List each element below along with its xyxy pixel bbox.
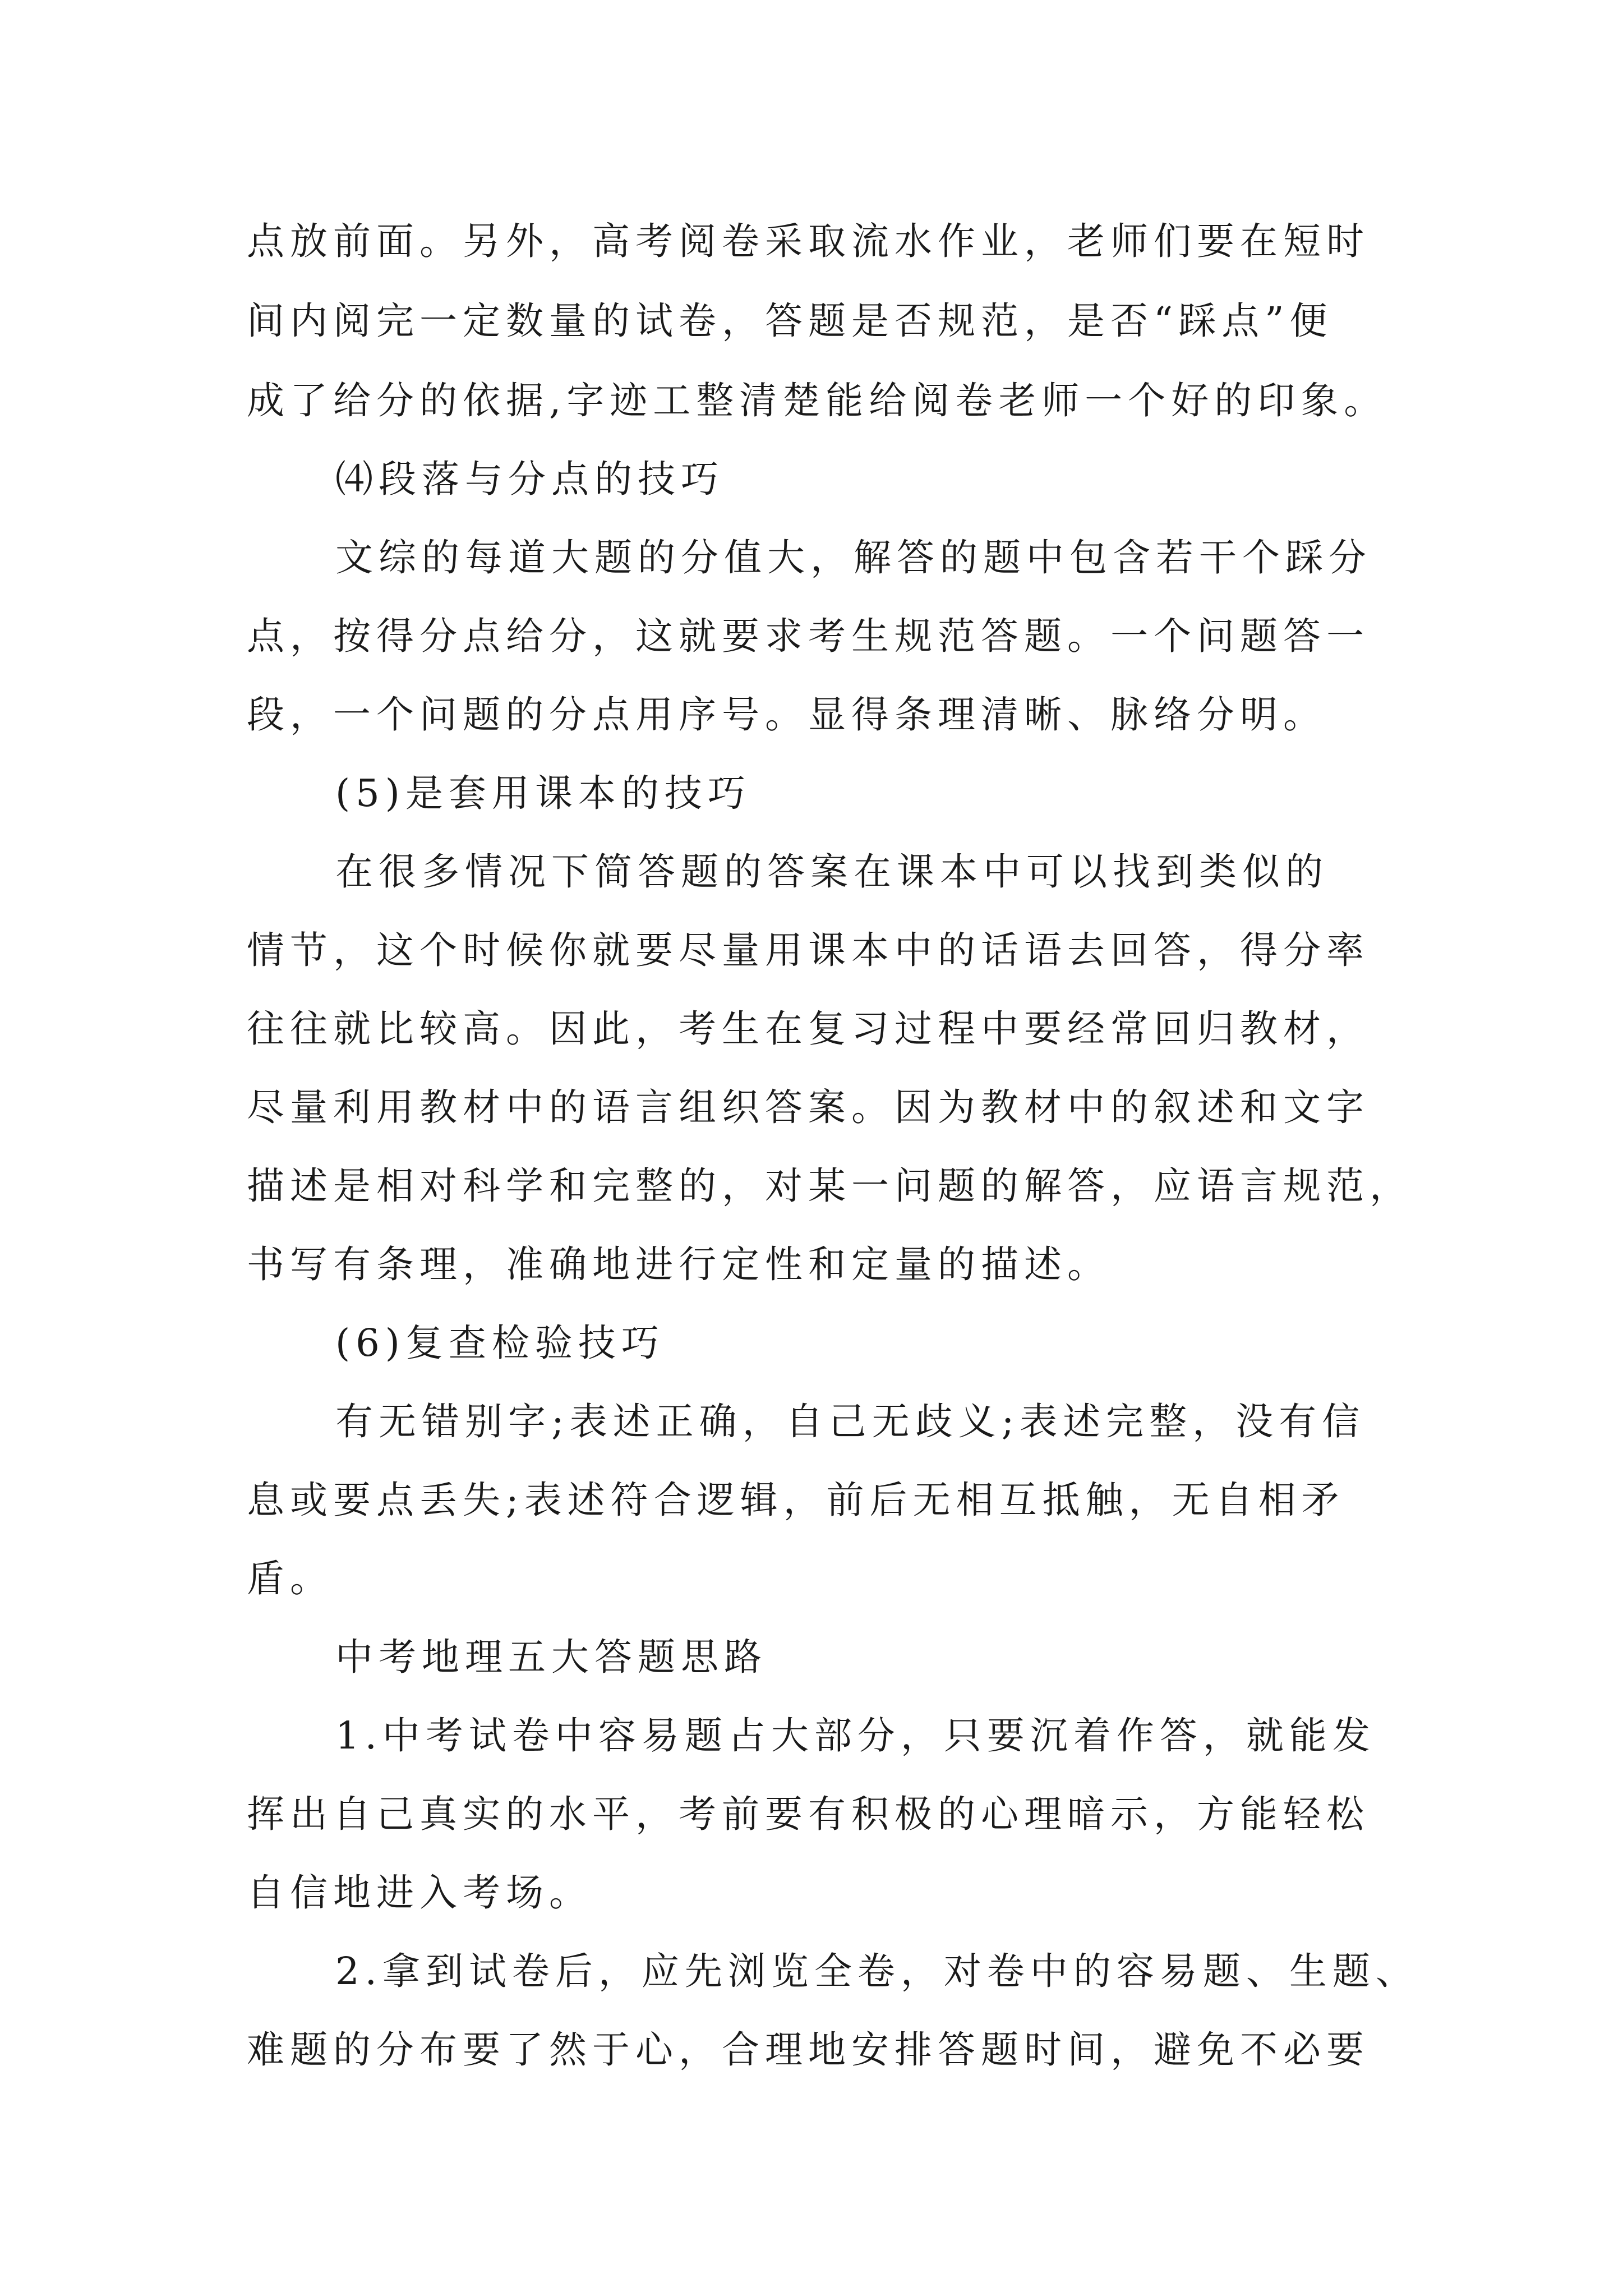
- text-line: 自信地进入考场。: [247, 1871, 592, 1915]
- text-line: 息或要点丢失;表述符合逻辑，前后无相互抵触，无自相矛: [247, 1478, 1345, 1522]
- text-line: 描述是相对科学和完整的，对某一问题的解答，应语言规范，: [247, 1164, 1413, 1208]
- text-line: 2.拿到试卷后，应先浏览全卷，对卷中的容易题、生题、: [335, 1949, 1419, 1993]
- text-line: 在很多情况下简答题的答案在课本中可以找到类似的: [335, 850, 1329, 894]
- text-line: 间内阅完一定数量的试卷，答题是否规范，是否“踩点”便: [247, 299, 1333, 343]
- text-line: 点，按得分点给分，这就要求考生规范答题。一个问题答一: [247, 614, 1370, 658]
- text-line: 难题的分布要了然于心，合理地安排答题时间，避免不必要: [247, 2028, 1370, 2072]
- section-heading: ⑷段落与分点的技巧: [335, 457, 724, 501]
- text-line: 成了给分的依据,字迹工整清楚能给阅卷老师一个好的印象。: [247, 379, 1387, 422]
- text-line: 往往就比较高。因此，考生在复习过程中要经常回归教材，: [247, 1007, 1370, 1051]
- text-line: 挥出自己真实的水平，考前要有积极的心理暗示，方能轻松: [247, 1792, 1370, 1836]
- section-title: 中考地理五大答题思路: [335, 1635, 767, 1679]
- section-heading: (6)复查检验技巧: [335, 1321, 665, 1365]
- text-line: 书写有条理，准确地进行定性和定量的描述。: [247, 1243, 1110, 1286]
- text-line: 文综的每道大题的分值大，解答的题中包含若干个踩分: [335, 536, 1372, 579]
- section-heading: (5)是套用课本的技巧: [335, 771, 751, 815]
- text-line: 1.中考试卷中容易题占大部分，只要沉着作答，就能发: [335, 1714, 1376, 1757]
- text-line: 情节，这个时候你就要尽量用课本中的话语去回答，得分率: [247, 928, 1370, 972]
- text-line: 点放前面。另外，高考阅卷采取流水作业，老师们要在短时: [247, 219, 1370, 263]
- text-line: 盾。: [247, 1557, 333, 1600]
- text-line: 段，一个问题的分点用序号。显得条理清晰、脉络分明。: [247, 693, 1326, 737]
- text-line: 尽量利用教材中的语言组织答案。因为教材中的叙述和文字: [247, 1085, 1370, 1129]
- text-line: 有无错别字;表述正确，自己无歧义;表述完整，没有信: [335, 1400, 1366, 1443]
